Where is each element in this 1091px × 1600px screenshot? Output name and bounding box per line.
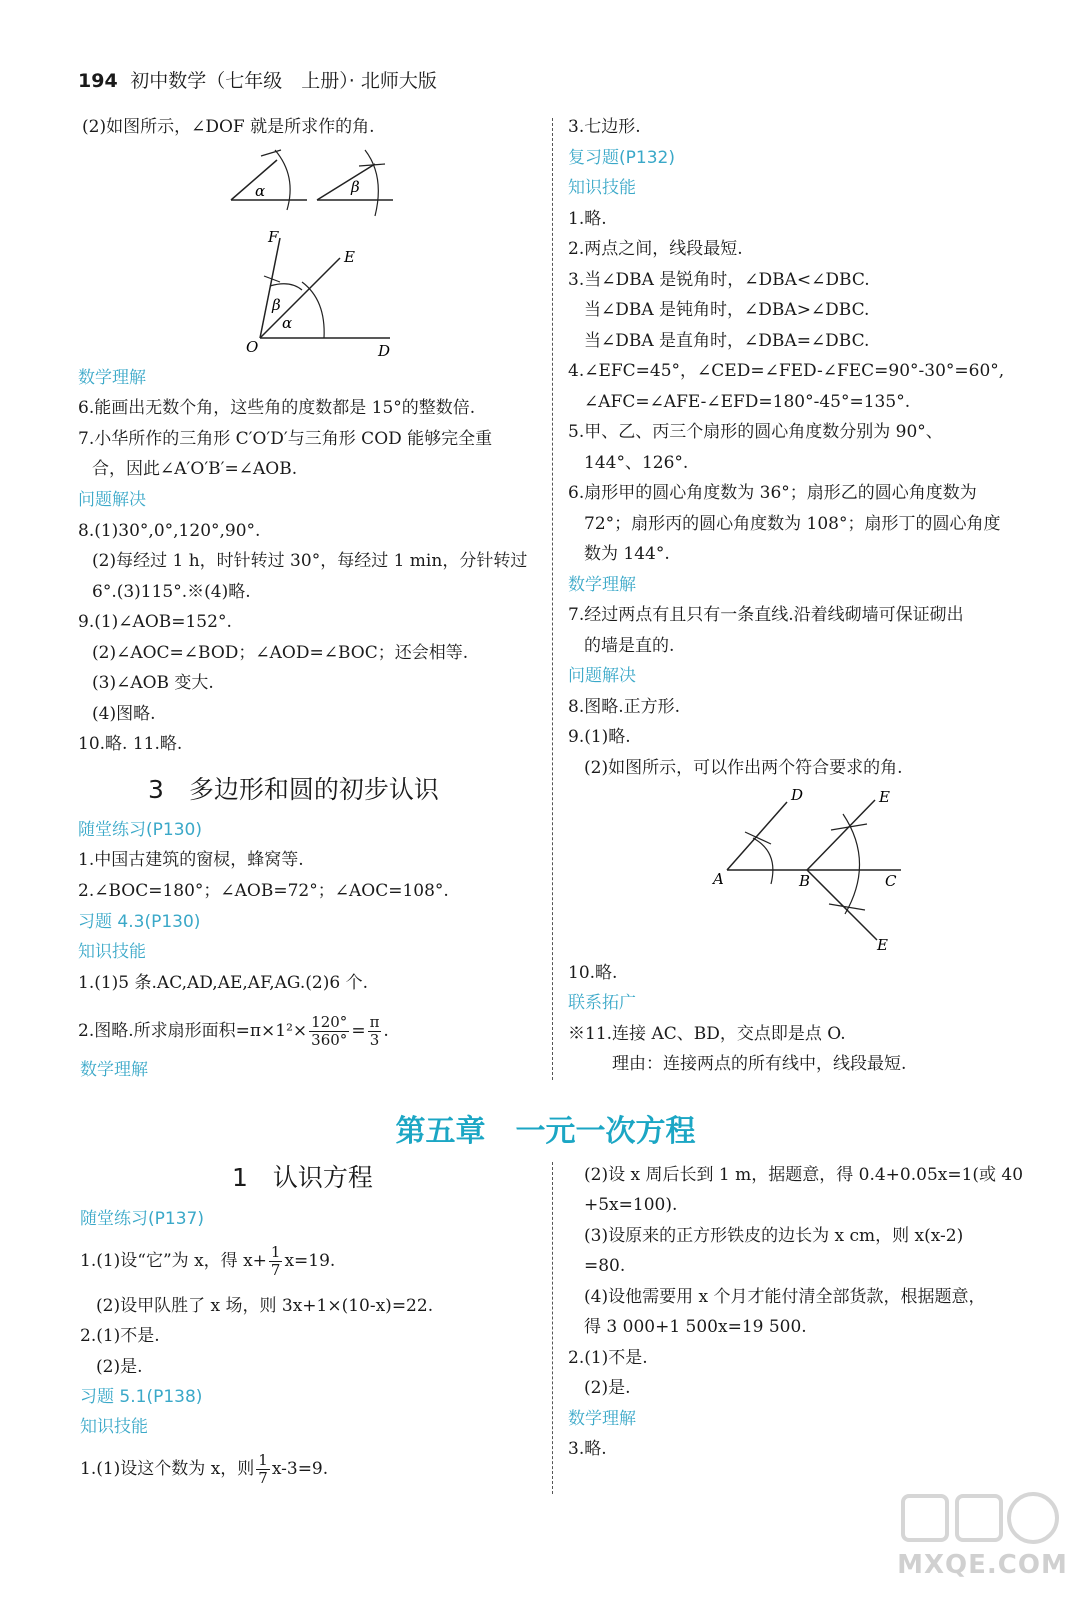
answer-line: (2)如图所示，可以作出两个符合要求的角. (584, 758, 903, 778)
answer-line: 9.(1)∠AOB=152°. (78, 612, 232, 632)
answer-line: 10.略. (568, 963, 618, 983)
beta-label: β (351, 178, 360, 196)
answer-line: 144°、126°. (584, 453, 689, 473)
fraction-numerator: π (369, 1013, 380, 1031)
angle-figure-1 (225, 146, 405, 216)
label-O: O (246, 338, 259, 356)
formula-text: 1.(1)设这个数为 x，则 (80, 1459, 255, 1479)
formula-text: x=19. (284, 1251, 336, 1271)
label-E-top: E (879, 788, 890, 806)
answer-line: 3.略. (568, 1439, 607, 1459)
alpha-label: α (282, 314, 293, 332)
answer-line: 6.能画出无数个角，这些角的度数都是 15°的整数倍. (78, 398, 476, 418)
angle-figure-2 (240, 230, 400, 360)
answer-line-formula (80, 1240, 335, 1282)
fraction-denominator: 7 (270, 1261, 281, 1279)
answer-line: (2)设甲队胜了 x 场，则 3x+1×(10-x)=22. (96, 1296, 434, 1316)
label-E-bottom: E (877, 936, 888, 954)
answer-line: (3)∠AOB 变大. (92, 673, 214, 693)
answer-line: (2)如图所示，∠DOF 就是所求作的角. (82, 117, 375, 137)
answer-line: 1.(1)5 条.AC,AD,AE,AF,AG.(2)6 个. (78, 973, 368, 993)
answer-line: 当∠DBA 是钝角时，∠DBA>∠DBC. (584, 300, 870, 320)
label-C: C (885, 872, 897, 890)
answer-line: 7.小华所作的三角形 C′O′D′与三角形 COD 能够完全重 (78, 429, 493, 449)
answer-line: 2.∠BOC=180°；∠AOB=72°；∠AOC=108°. (78, 881, 449, 901)
fraction-denominator: 360° (311, 1031, 348, 1049)
formula-text: 1.(1)设“它”为 x，得 x+ (80, 1251, 267, 1271)
answer-line: (2)每经过 1 h，时针转过 30°，每经过 1 min，分针转过 (92, 551, 528, 571)
page-number: 194 (78, 70, 118, 92)
answer-line: 9.(1)略. (568, 727, 631, 747)
fraction-denominator: 7 (258, 1469, 268, 1487)
section-heading: 问题解决 (78, 490, 146, 510)
answer-line: 8.(1)30°,0°,120°,90°. (78, 521, 261, 541)
answer-line-formula (80, 1448, 328, 1490)
answer-line: 理由：连接两点的所有线中，线段最短. (612, 1054, 907, 1074)
section-heading: 联系拓广 (568, 993, 636, 1013)
answer-line: 6.扇形甲的圆心角度数为 36°；扇形乙的圆心角度数为 (568, 483, 977, 503)
column-divider-top (552, 118, 553, 1080)
label-A: A (713, 870, 724, 888)
section-heading: 数学理解 (568, 575, 636, 595)
section-heading: 知识技能 (78, 942, 146, 962)
section-heading: 复习题(P132) (568, 148, 675, 168)
label-F: F (268, 228, 279, 246)
answer-line: (2)∠AOC=∠BOD；∠AOD=∠BOC；还会相等. (92, 643, 469, 663)
answer-line: 8.图略.正方形. (568, 697, 681, 717)
answer-line: 当∠DBA 是直角时，∠DBA=∠DBC. (584, 331, 870, 351)
answer-line: 2.(1)不是. (80, 1326, 160, 1346)
fraction (256, 1452, 270, 1487)
section-heading: 数学理解 (568, 1409, 636, 1429)
chapter-title: 第五章 一元一次方程 (395, 1114, 696, 1149)
answer-line: 3.七边形. (568, 117, 641, 137)
answer-line: (2)是. (584, 1378, 631, 1398)
answer-line: 4.∠EFC=45°，∠CED=∠FED-∠FEC=90°-30°=60°, (568, 361, 1005, 381)
fraction (269, 1244, 283, 1279)
answer-line: ※11.连接 AC、BD，交点即是点 O. (568, 1024, 846, 1044)
answer-line: 的墙是直的. (584, 636, 675, 656)
answer-line: 10.略. 11.略. (78, 734, 183, 754)
angle-figure-3 (705, 782, 915, 958)
answer-line-formula (78, 1010, 389, 1052)
section-heading: 问题解决 (568, 666, 636, 686)
answer-line: (4)图略. (92, 704, 156, 724)
answer-line: (2)设 x 周后长到 1 m，据题意，得 0.4+0.05x=1(或 40 (584, 1165, 1024, 1185)
watermark-icon (895, 1488, 1070, 1548)
answer-line: 1.略. (568, 209, 607, 229)
answer-line: 5.甲、乙、丙三个扇形的圆心角度数分别为 90°、 (568, 422, 943, 442)
section-heading: 习题 4.3(P130) (78, 912, 201, 932)
fraction (309, 1014, 349, 1049)
answer-line: 2.(1)不是. (568, 1348, 648, 1368)
page-header (78, 66, 437, 93)
section-title: 3 多边形和圆的初步认识 (148, 775, 439, 804)
label-E: E (344, 248, 355, 266)
section-title: 1 认识方程 (232, 1163, 373, 1192)
answer-line: ∠AFC=∠AFE-∠EFD=180°-45°=135°. (584, 392, 911, 412)
formula-text: 2.图略.所求扇形面积=π×1²× (78, 1021, 308, 1041)
section-heading: 数学理解 (80, 1060, 148, 1080)
label-D: D (791, 786, 804, 804)
answer-line: =80. (584, 1256, 626, 1276)
section-heading: 习题 5.1(P138) (80, 1387, 203, 1407)
section-heading: 数学理解 (78, 368, 146, 388)
answer-line: +5x=100). (584, 1195, 678, 1215)
fraction-denominator: 3 (369, 1031, 380, 1049)
fraction-numerator: 1 (270, 1243, 281, 1261)
watermark-text: MXQE.COM (897, 1550, 1068, 1580)
section-heading: 知识技能 (80, 1417, 148, 1437)
answer-line: 数为 144°. (584, 544, 670, 564)
answer-line: 3.当∠DBA 是锐角时，∠DBA<∠DBC. (568, 270, 870, 290)
answer-line: 1.中国古建筑的窗棂，蜂窝等. (78, 850, 304, 870)
answer-line: 合，因此∠A′O′B′=∠AOB. (92, 459, 298, 479)
column-divider-bottom (552, 1162, 553, 1494)
answer-line: 72°；扇形丙的圆心角度数为 108°；扇形丁的圆心角度 (584, 514, 1001, 534)
beta-label: β (272, 296, 281, 314)
section-heading: 随堂练习(P130) (78, 820, 202, 840)
formula-text: . (383, 1021, 389, 1041)
answer-line: (3)设原来的正方形铁皮的边长为 x cm，则 x(x-2) (584, 1226, 964, 1246)
section-heading: 随堂练习(P137) (80, 1209, 204, 1229)
fraction (368, 1014, 382, 1049)
watermark-logo (895, 1488, 1070, 1588)
answer-line: 6°.(3)115°.※(4)略. (92, 582, 251, 602)
formula-text: x-3=9. (271, 1459, 329, 1479)
alpha-label: α (255, 182, 266, 200)
fraction-numerator: 1 (258, 1451, 268, 1469)
answer-line: 7.经过两点有且只有一条直线.沿着线砌墙可保证砌出 (568, 605, 964, 625)
fraction-numerator: 120° (311, 1013, 348, 1031)
answer-line: (2)是. (96, 1357, 143, 1377)
answer-line: 得 3 000+1 500x=19 500. (584, 1317, 807, 1337)
formula-text: = (351, 1021, 366, 1041)
label-D: D (378, 342, 391, 360)
answer-line: 2.两点之间，线段最短. (568, 239, 743, 259)
answer-line: (4)设他需要用 x 个月才能付清全部货款，根据题意， (584, 1287, 986, 1307)
label-B: B (799, 872, 811, 890)
book-title: 初中数学（七年级 上册）· 北师大版 (130, 70, 437, 92)
section-heading: 知识技能 (568, 178, 636, 198)
